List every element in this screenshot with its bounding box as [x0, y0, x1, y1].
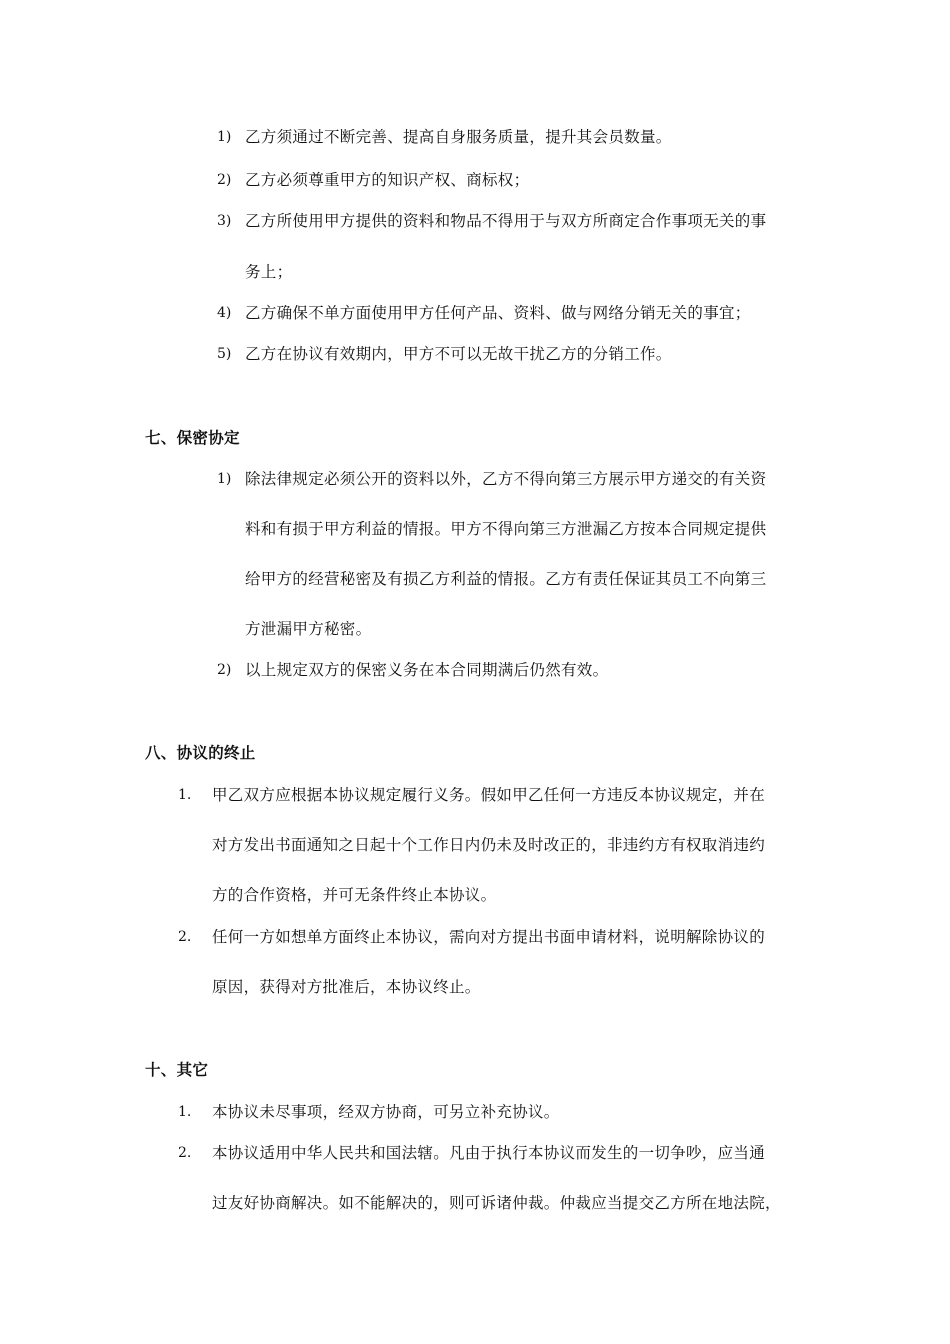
list-number: 1)	[217, 129, 232, 145]
list-item-text: 乙方须通过不断完善、提高自身服务质量，提升其会员数量。	[245, 128, 672, 146]
list-number: 4)	[217, 305, 232, 321]
list-item-text: 任何一方如想单方面终止本协议，需向对方提出书面申请材料，说明解除协议的	[212, 928, 766, 946]
list-item-text: 原因，获得对方批准后，本协议终止。	[212, 978, 481, 996]
list-item-text: 除法律规定必须公开的资料以外，乙方不得向第三方展示甲方递交的有关资	[245, 470, 767, 488]
list-item-text: 本协议适用中华人民共和国法辖。凡由于执行本协议而发生的一切争吵，应当通	[212, 1144, 766, 1162]
list-number: 2)	[217, 172, 232, 188]
list-number: 2.	[178, 929, 192, 945]
list-number: 3)	[217, 213, 232, 229]
list-item-text: 乙方所使用甲方提供的资料和物品不得用于与双方所商定合作事项无关的事	[245, 212, 767, 230]
list-item-text: 方泄漏甲方秘密。	[245, 620, 372, 638]
list-number: 1.	[178, 787, 192, 803]
list-item-text: 本协议未尽事项，经双方协商，可另立补充协议。	[212, 1103, 560, 1121]
list-item-text: 以上规定双方的保密义务在本合同期满后仍然有效。	[245, 661, 609, 679]
list-number: 2)	[217, 662, 232, 678]
list-item-text: 乙方必须尊重甲方的知识产权、商标权；	[245, 171, 530, 189]
section-heading: 八、协议的终止	[145, 744, 256, 762]
list-item-text: 对方发出书面通知之日起十个工作日内仍未及时改正的，非违约方有权取消违约	[212, 836, 766, 854]
list-item-text: 过友好协商解决。如不能解决的，则可诉诸仲裁。仲裁应当提交乙方所在地法院，	[212, 1194, 781, 1212]
list-item-text: 乙方确保不单方面使用甲方任何产品、资料、做与网络分销无关的事宜；	[245, 304, 751, 322]
list-item-text: 料和有损于甲方利益的情报。甲方不得向第三方泄漏乙方按本合同规定提供	[245, 520, 767, 538]
list-number: 1.	[178, 1104, 192, 1120]
list-item-text: 给甲方的经营秘密及有损乙方利益的情报。乙方有责任保证其员工不向第三	[245, 570, 767, 588]
list-item-text: 乙方在协议有效期内，甲方不可以无故干扰乙方的分销工作。	[245, 345, 672, 363]
list-number: 2.	[178, 1145, 192, 1161]
list-number: 1)	[217, 471, 232, 487]
section-heading: 七、保密协定	[145, 429, 240, 447]
list-item-text: 方的合作资格，并可无条件终止本协议。	[212, 886, 497, 904]
section-heading: 十、其它	[145, 1061, 209, 1079]
list-item-text: 务上；	[245, 263, 293, 281]
list-item-text: 甲乙双方应根据本协议规定履行义务。假如甲乙任何一方违反本协议规定，并在	[212, 786, 766, 804]
list-number: 5)	[217, 346, 232, 362]
